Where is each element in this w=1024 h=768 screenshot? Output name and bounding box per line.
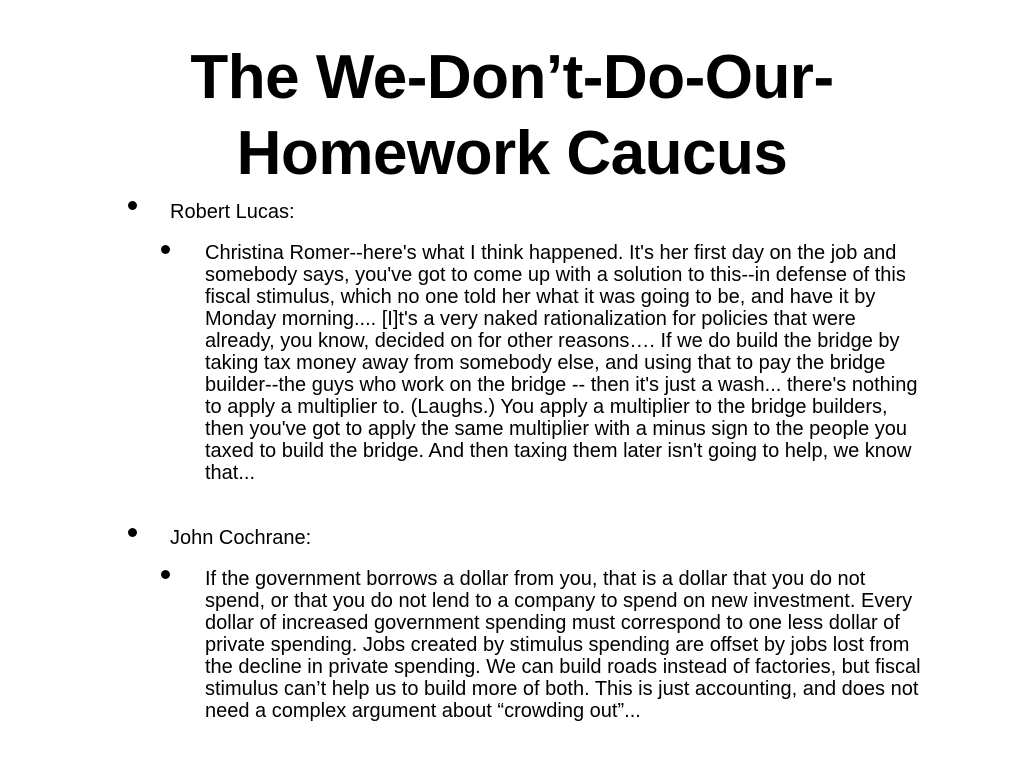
bullet-level-1 bbox=[128, 201, 137, 210]
bullet-level-1 bbox=[128, 528, 137, 537]
bullet-level-2 bbox=[161, 245, 170, 254]
quote-text: Christina Romer--here's what I think happened. It's her first day on the job and somebody says, you've got to come up with a solution to this--in defense of this fiscal stimulus, which no one told her what it was going to be, and have it by Monday morning.... [I]t's a very naked rationalization for policies that were already, you know, decided on for other reasons…. If we do build the bridge by taking tax money away from somebody else, and using that to pay the bridge builder--the guys who work on the bridge -- then it's just a wash... there's nothing to apply a multiplier to. (Laughs.) You apply a multiplier to the bridge builders, then you've got to apply the same multiplier with a minus sign to the people you taxed to build the bridge. And then taxing them later isn't going to help, we know that... bbox=[205, 242, 918, 484]
slide-title-line-1: The We-Don’t-Do-Our- bbox=[190, 43, 834, 112]
bullet-level-2 bbox=[161, 570, 170, 579]
speaker-label: Robert Lucas: bbox=[170, 201, 295, 223]
speaker-label: John Cochrane: bbox=[170, 527, 312, 549]
slide-title-line-2: Homework Caucus bbox=[236, 119, 788, 188]
quote-text: If the government borrows a dollar from you, that is a dollar that you do not spend, or that you do not lend to a company to spend on new investment. Every dollar of increased government spending must correspond to one less dollar of private spending. Jobs created by stimulus spending are offset by jobs lost from the decline in private spending. We can build roads instead of factories, but fiscal stimulus can’t help us to build more of both. This is just accounting, and does not need a complex argument about “crowding out”... bbox=[205, 568, 921, 722]
